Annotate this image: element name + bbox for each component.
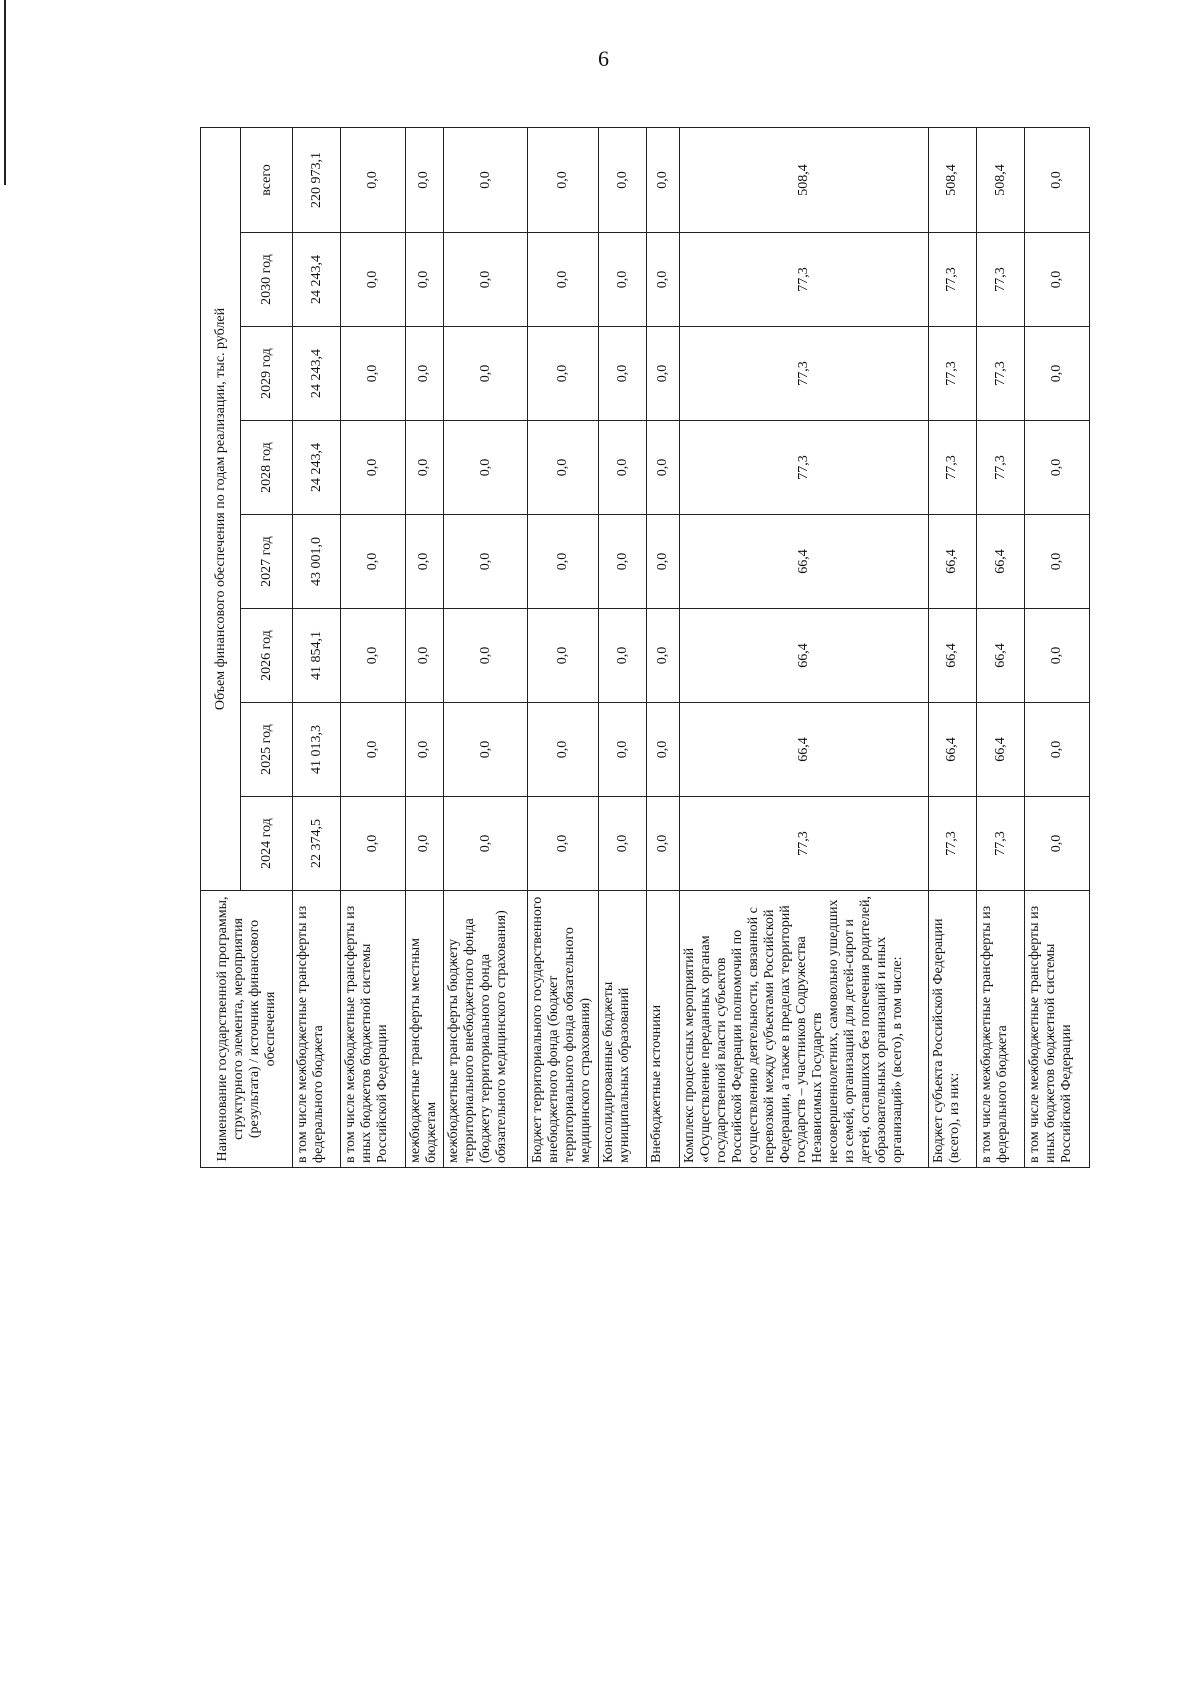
row-value: 0,0 [528,233,599,327]
column-header: 2029 год [241,327,293,421]
row-value: 41 854,1 [293,609,341,703]
row-value: 77,3 [680,421,929,515]
rotated-table-container [200,128,1090,1168]
row-value: 0,0 [1025,233,1090,327]
row-value: 0,0 [647,327,680,421]
row-value: 0,0 [405,127,443,232]
row-value: 77,3 [928,421,976,515]
row-name: Внебюджетные источники [647,891,680,1168]
row-value: 220 973,1 [293,127,341,232]
row-value: 0,0 [405,421,443,515]
header-row-top [201,127,241,1167]
table-row [528,127,599,1167]
row-value: 0,0 [647,421,680,515]
row-value: 0,0 [599,233,647,327]
table-row [1025,127,1090,1167]
row-name: Консолидированные бюджеты муниципальных образований [599,891,647,1168]
row-value: 0,0 [405,515,443,609]
row-value: 77,3 [928,233,976,327]
row-value: 508,4 [976,127,1024,232]
row-value: 0,0 [1025,421,1090,515]
row-value: 0,0 [647,609,680,703]
row-value: 0,0 [443,703,527,797]
row-value: 0,0 [341,609,406,703]
table-row [680,127,929,1167]
row-name: в том числе межбюджетные трансферты из иных бюджетов бюджетной системы Российской Федерации [341,891,406,1168]
row-value: 0,0 [405,233,443,327]
row-value: 0,0 [528,609,599,703]
row-name: в том числе межбюджетные трансферты из федерального бюджета [293,891,341,1168]
column-header: 2024 год [241,797,293,891]
row-value: 0,0 [443,327,527,421]
row-value: 22 374,5 [293,797,341,891]
row-value: 0,0 [341,703,406,797]
row-value: 0,0 [1025,515,1090,609]
row-value: 66,4 [680,515,929,609]
row-value: 24 243,4 [293,327,341,421]
column-header: всего [241,127,293,232]
row-value: 77,3 [680,797,929,891]
row-value: 77,3 [976,421,1024,515]
table-row [647,127,680,1167]
row-value: 77,3 [928,327,976,421]
row-value: 0,0 [443,515,527,609]
row-value: 77,3 [976,233,1024,327]
row-value: 0,0 [341,233,406,327]
row-value: 0,0 [528,327,599,421]
row-value: 0,0 [405,327,443,421]
row-value: 0,0 [528,797,599,891]
row-value: 0,0 [647,703,680,797]
row-name: Комплекс процессных мероприятий «Осуществление переданных органам государственной власти субъектов Российской Федерации полномочий по осуществлению деятельности, связанной с перевозкой между субъектами Российской Федерации, а также в пределах территорий государств – участников Содружества Независимых Государств несовершеннолетних, самовольно ушедших из семей, организаций для детей-сирот и детей, оставшихся без попечения родителей, образовательных организаций и иных организаций» (всего), в том числе: [680,891,929,1168]
column-header: 2027 год [241,515,293,609]
row-value: 41 013,3 [293,703,341,797]
table-row [293,127,341,1167]
row-value: 0,0 [647,797,680,891]
row-value: 0,0 [341,515,406,609]
row-value: 66,4 [928,609,976,703]
row-value: 0,0 [443,127,527,232]
row-value: 66,4 [680,703,929,797]
row-value: 0,0 [1025,797,1090,891]
row-value: 0,0 [647,233,680,327]
row-value: 66,4 [680,609,929,703]
row-value: 0,0 [528,421,599,515]
row-value: 508,4 [928,127,976,232]
row-value: 24 243,4 [293,233,341,327]
row-value: 0,0 [341,797,406,891]
column-header: 2028 год [241,421,293,515]
page-number: 6 [598,46,609,71]
row-name: в том числе межбюджетные трансферты из иных бюджетов бюджетной системы Российской Федерации [1025,891,1090,1168]
row-value: 0,0 [528,127,599,232]
table-row [976,127,1024,1167]
table-row [405,127,443,1167]
row-name: в том числе межбюджетные трансферты из федерального бюджета [976,891,1024,1168]
row-value: 0,0 [599,703,647,797]
financing-table [200,127,1090,1168]
header-name: Наименование государственной программы, структурного элемента, мероприятия (результата) / источник финансового обеспечения [201,891,293,1168]
row-value: 0,0 [647,127,680,232]
row-value: 0,0 [599,127,647,232]
row-value: 0,0 [443,797,527,891]
row-value: 24 243,4 [293,421,341,515]
row-value: 77,3 [928,797,976,891]
header-volume: Объем финансового обеспечения по годам реализации, тыс. рублей [201,127,241,890]
table-row [928,127,976,1167]
row-value: 0,0 [405,797,443,891]
row-value: 66,4 [976,609,1024,703]
row-value: 0,0 [405,703,443,797]
row-name: Бюджет территориального государственного внебюджетного фонда (бюджет территориального фонда обязательного медицинского страхования) [528,891,599,1168]
row-name: Бюджет субъекта Российской Федерации (всего), из них: [928,891,976,1168]
column-header: 2030 год [241,233,293,327]
row-value: 0,0 [341,421,406,515]
row-value: 0,0 [599,515,647,609]
row-value: 43 001,0 [293,515,341,609]
row-value: 77,3 [680,327,929,421]
row-value: 508,4 [680,127,929,232]
table-row [599,127,647,1167]
row-name: межбюджетные трансферты бюджету территориального внебюджетного фонда (бюджету территориального фонда обязательного медицинского страхования) [443,891,527,1168]
row-value: 0,0 [1025,609,1090,703]
row-value: 77,3 [976,327,1024,421]
row-value: 0,0 [647,515,680,609]
row-value: 0,0 [341,127,406,232]
binding-line [4,0,6,185]
row-value: 0,0 [443,609,527,703]
row-value: 66,4 [928,703,976,797]
row-value: 77,3 [680,233,929,327]
row-value: 0,0 [443,233,527,327]
table-row [341,127,406,1167]
row-name: межбюджетные трансферты местным бюджетам [405,891,443,1168]
row-value: 0,0 [599,327,647,421]
row-value: 0,0 [599,797,647,891]
row-value: 66,4 [928,515,976,609]
row-value: 0,0 [1025,327,1090,421]
row-value: 66,4 [976,703,1024,797]
row-value: 0,0 [528,515,599,609]
row-value: 0,0 [599,421,647,515]
row-value: 77,3 [976,797,1024,891]
row-value: 0,0 [1025,703,1090,797]
row-value: 0,0 [405,609,443,703]
row-value: 0,0 [1025,127,1090,232]
row-value: 0,0 [341,327,406,421]
row-value: 0,0 [599,609,647,703]
row-value: 66,4 [976,515,1024,609]
row-value: 0,0 [528,703,599,797]
row-value: 0,0 [443,421,527,515]
table-row [443,127,527,1167]
column-header: 2025 год [241,703,293,797]
column-header: 2026 год [241,609,293,703]
